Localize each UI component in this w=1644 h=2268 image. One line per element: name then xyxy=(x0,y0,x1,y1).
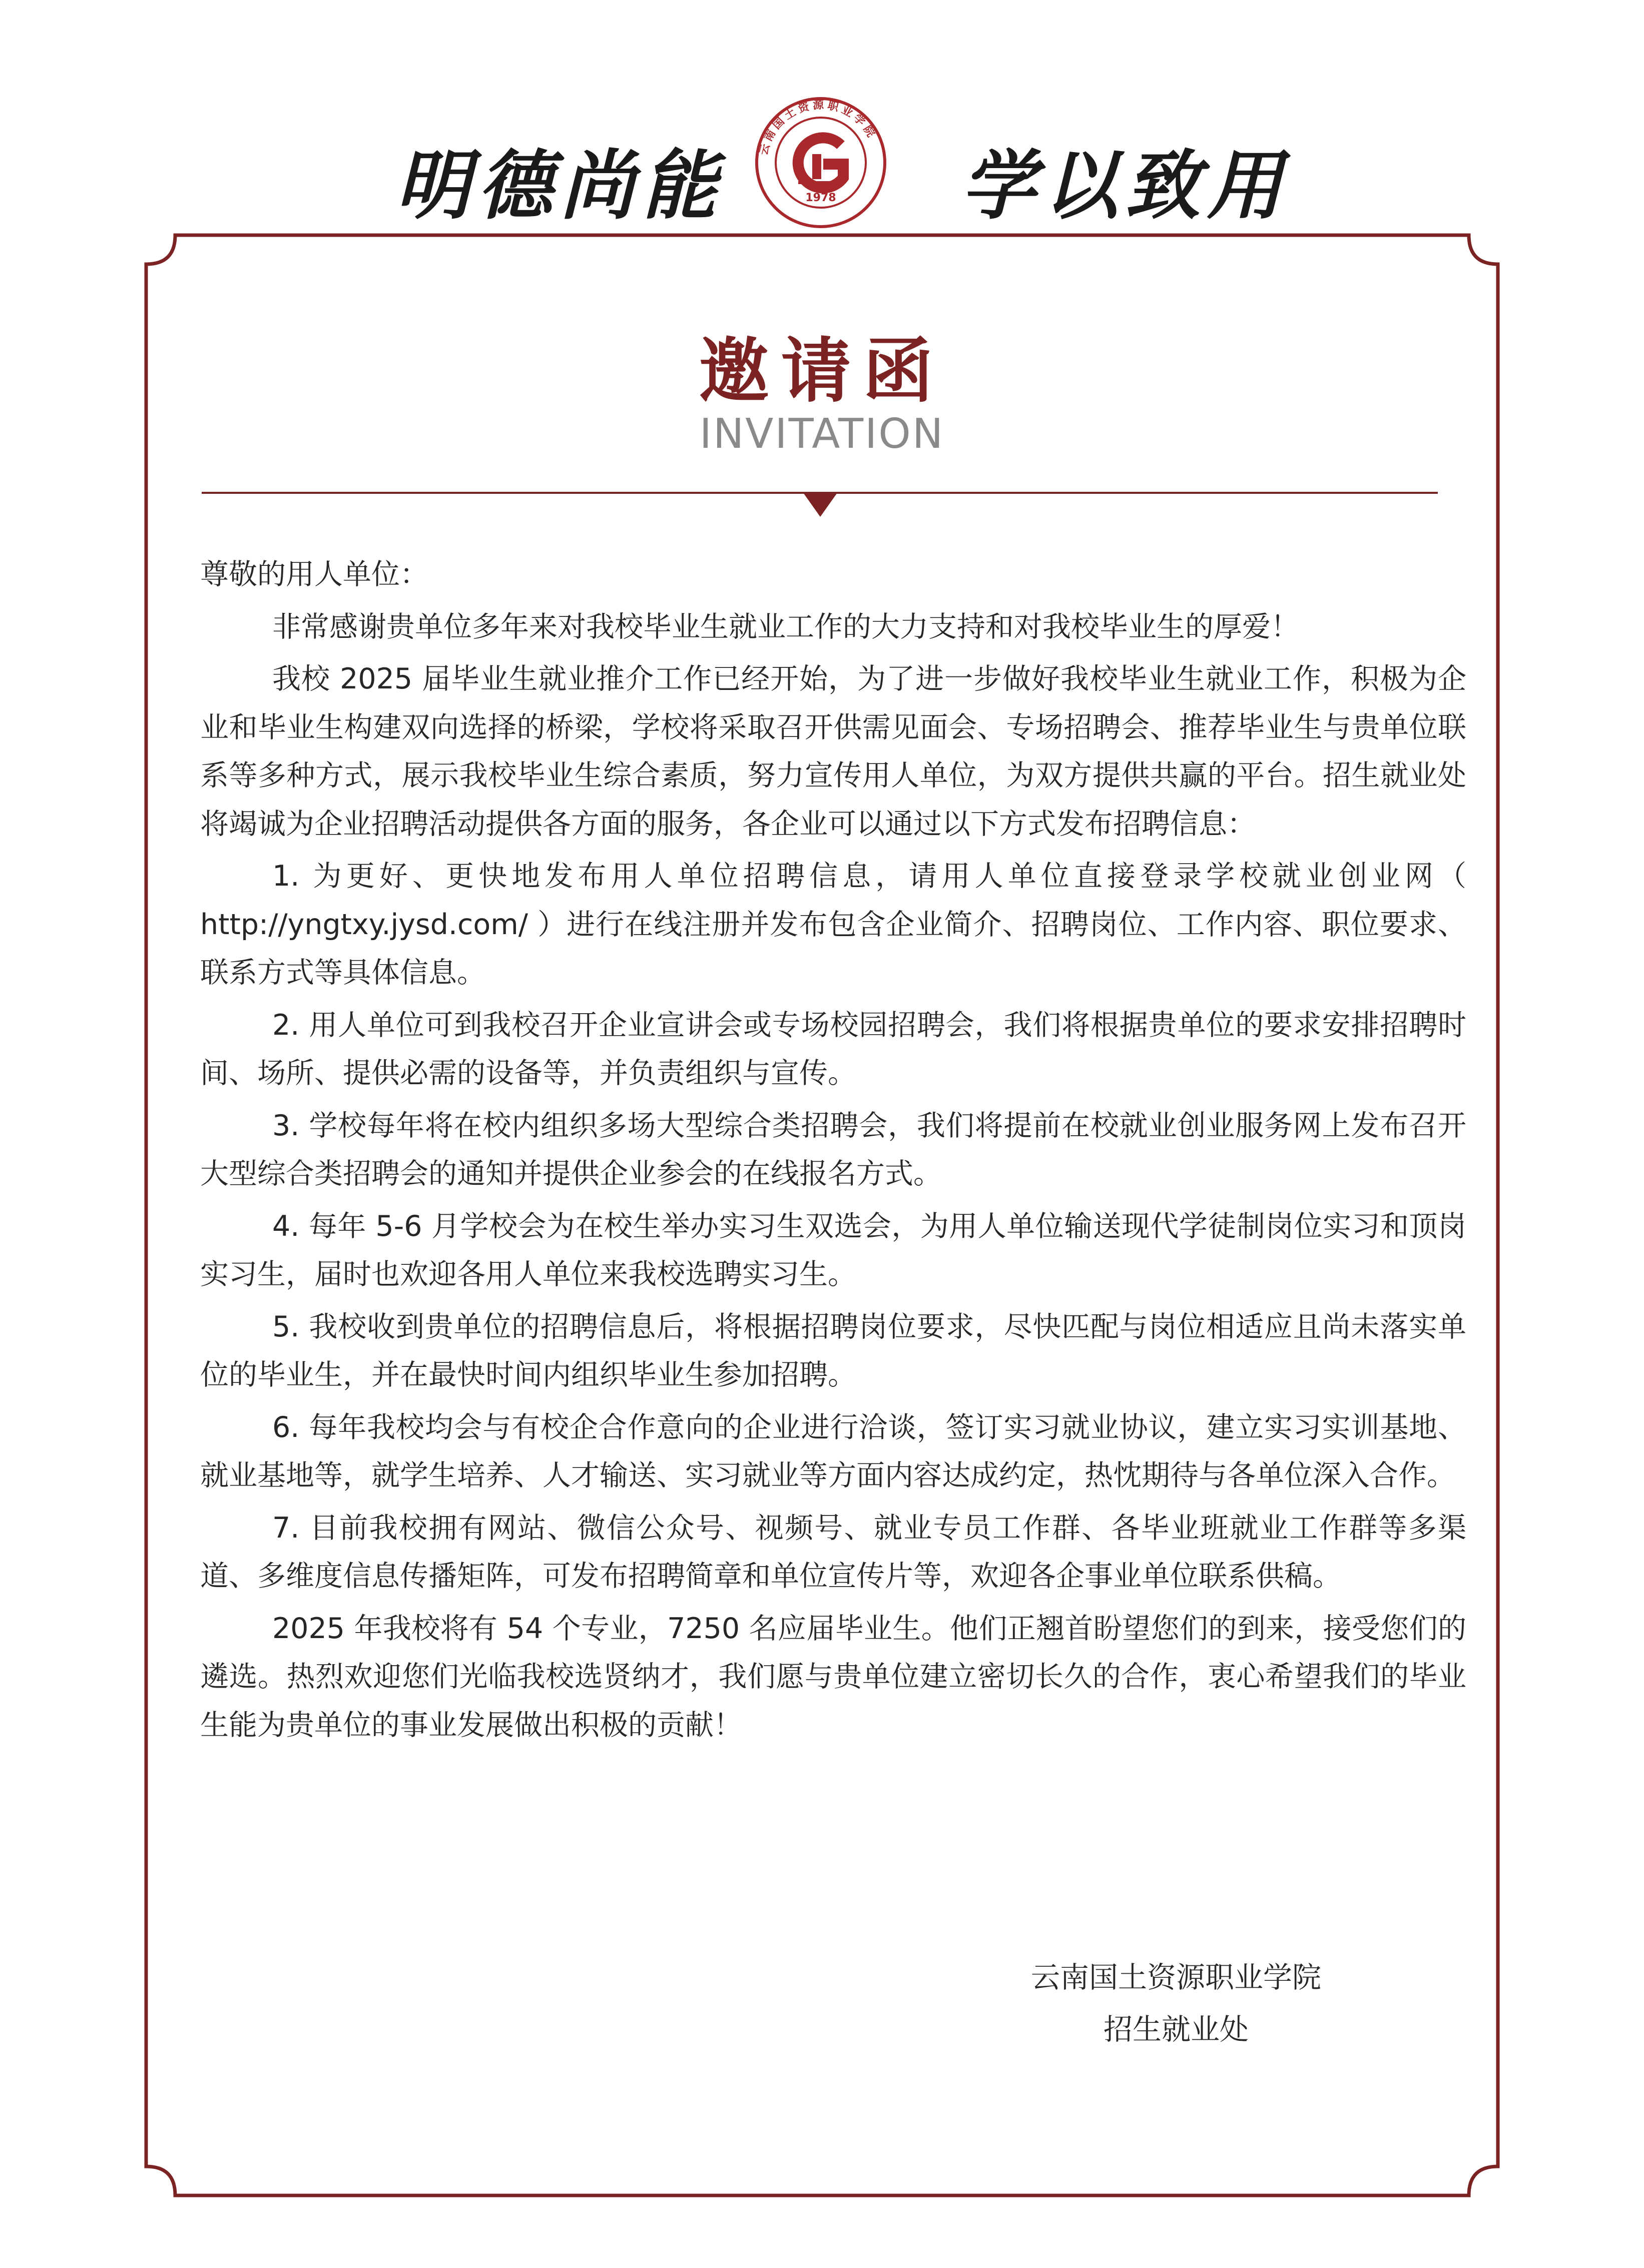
motto-right: 学以致用 xyxy=(961,142,1290,230)
salutation: 尊敬的用人单位： xyxy=(200,558,428,591)
letter-body xyxy=(200,550,1466,1749)
signature-block xyxy=(1001,1951,1351,2055)
paragraph-item-4: 4. 每年 5-6 月学校会为在校生举办实习生双选会，为用人单位输送现代学徒制岗位实习和顶岗实习生，届时也欢迎各用人单位来我校选聘实习生。 xyxy=(200,1209,1466,1291)
divider-arrow-icon xyxy=(803,493,837,517)
paragraph-item-2: 2. 用人单位可到我校召开企业宣讲会或专场校园招聘会，我们将根据贵单位的要求安排招聘时间、场所、提供必需的设备等，并负责组织与宣传。 xyxy=(200,1008,1466,1090)
paragraph-item-1: 1. 为更好、更快地发布用人单位招聘信息，请用人单位直接登录学校就业创业网（ http://yngtxy.jysd.com/ ）进行在线注册并发布包含企业简介、招聘岗位、工作内容、职位要求、联系方式等具体信息。 xyxy=(200,860,1466,989)
paragraph-item-7: 7. 目前我校拥有网站、微信公众号、视频号、就业专员工作群、各毕业班就业工作群等多渠道、多维度信息传播矩阵，可发布招聘简章和单位宣传片等，欢迎各企事业单位联系供稿。 xyxy=(200,1511,1466,1593)
paragraph-intro: 我校 2025 届毕业生就业推介工作已经开始，为了进一步做好我校毕业生就业工作，积极为企业和毕业生构建双向选择的桥梁，学校将采取召开供需见面会、专场招聘会、推荐毕业生与贵单位联系等多种方式，展示我校毕业生综合素质，努力宣传用人单位，为双方提供共赢的平台。招生就业处将竭诚为企业招聘活动提供各方面的服务，各企业可以通过以下方式发布招聘信息： xyxy=(200,662,1466,841)
page-title: 邀请函 xyxy=(699,330,945,412)
emblem-year: 1978 xyxy=(805,192,836,204)
page-subtitle: INVITATION xyxy=(699,410,945,458)
paragraph-thanks: 非常感谢贵单位多年来对我校毕业生就业工作的大力支持和对我校毕业生的厚爱！ xyxy=(272,610,1299,643)
motto-left: 明德尚能 xyxy=(395,142,724,230)
paragraph-closing: 2025 年我校将有 54 个专业，7250 名应届毕业生。他们正翘首盼望您们的到来，接受您们的遴选。热烈欢迎您们光临我校选贤纳才，我们愿与贵单位建立密切长久的合作，衷心希望我们的毕业生能为贵单位的事业发展做出积极的贡献！ xyxy=(200,1612,1466,1742)
paragraph-item-3: 3. 学校每年将在校内组织多场大型综合类招聘会，我们将提前在校就业创业服务网上发布召开大型综合类招聘会的通知并提供企业参会的在线报名方式。 xyxy=(200,1109,1466,1190)
paragraph-item-6: 6. 每年我校均会与有校企合作意向的企业进行洽谈，签订实习就业协议，建立实习实训基地、就业基地等，就学生培养、人才输送、实习就业等方面内容达成约定，热忱期待与各单位深入合作。 xyxy=(200,1410,1466,1492)
signature-org: 云南国土资源职业学院 xyxy=(1030,1960,1321,1994)
emblem-ring-text: 云南国土资源职业学院 xyxy=(757,99,879,157)
signature-dept: 招生就业处 xyxy=(1103,2012,1249,2046)
paragraph-item-5: 5. 我校收到贵单位的招聘信息后，将根据招聘岗位要求，尽快匹配与岗位相适应且尚未落实单位的毕业生，并在最快时间内组织毕业生参加招聘。 xyxy=(200,1310,1466,1391)
